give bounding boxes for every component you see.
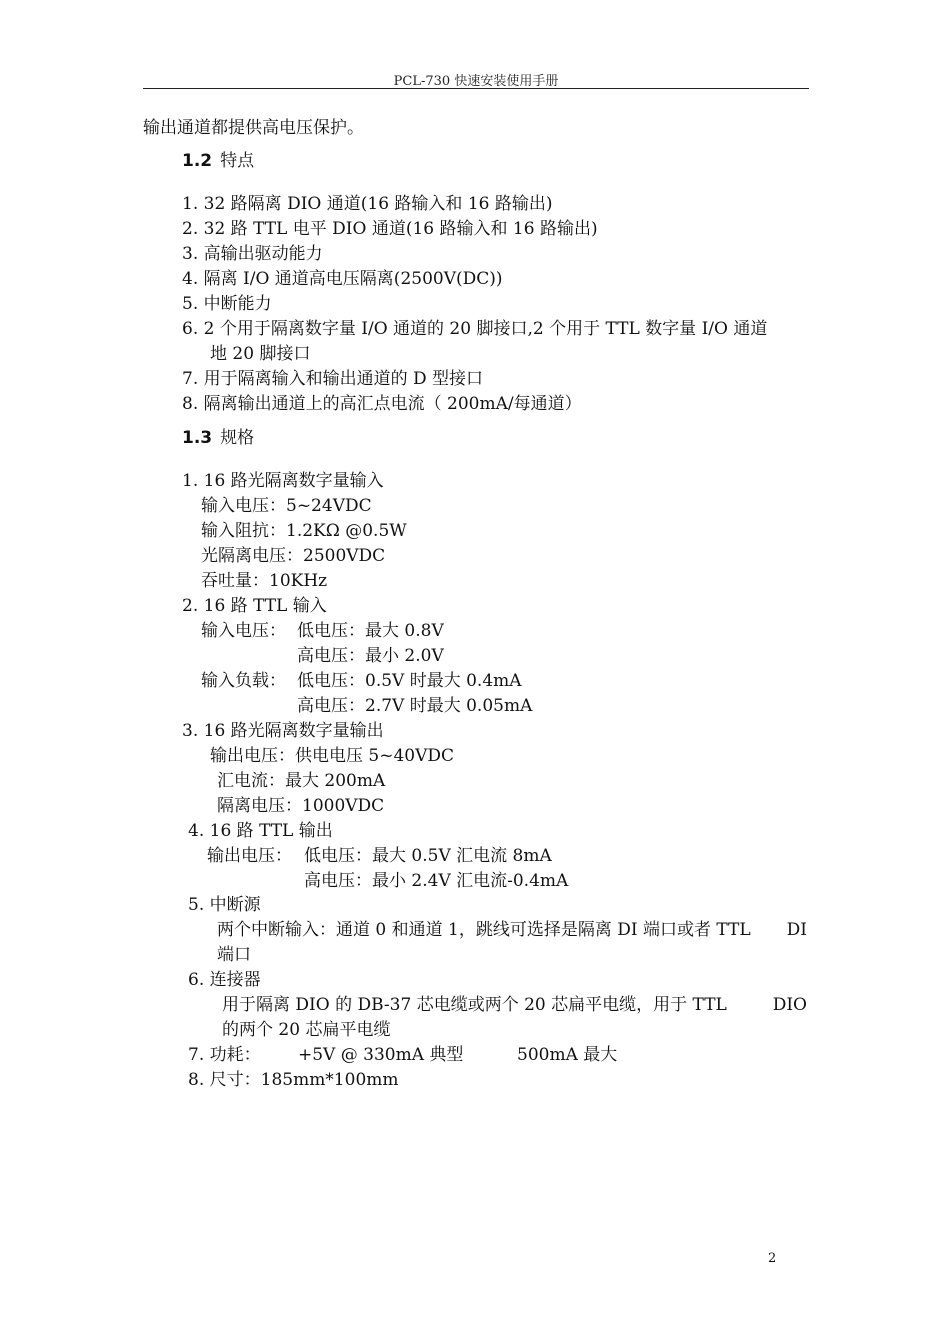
feature-item: 4. 隔离 I/O 通道高电压隔离(2500V(DC)): [182, 269, 503, 289]
spec-line: 汇电流：最大 200mA: [217, 771, 386, 791]
spec-line: 吞吐量：10KHz: [201, 571, 328, 591]
feature-item: 3. 高输出驱动能力: [182, 244, 323, 264]
spec-line: 光隔离电压：2500VDC: [201, 546, 386, 566]
running-header: PCL-730 快速安装使用手册: [393, 74, 559, 89]
feature-item: 8. 隔离输出通道上的高汇点电流（ 200mA/每通道）: [182, 394, 582, 414]
spec-text: 两个中断输入：通道 0 和通道 1，跳线可选择是隔离 DI 端口或者 TTL: [217, 920, 751, 940]
spec-text: 端口: [217, 945, 251, 965]
spec-title: 1. 16 路光隔离数字量输入: [182, 471, 384, 491]
section-number: 1.2: [182, 151, 213, 171]
spec-line: 隔离电压：1000VDC: [217, 796, 385, 816]
spec-value: 高电压：最小 2.4V 汇电流-0.4mA: [304, 871, 569, 891]
section-heading-features: [182, 151, 254, 171]
header-rule: [143, 88, 809, 89]
spec-paragraph-line: [222, 995, 807, 1015]
spec-line: 输入阻抗：1.2KΩ @0.5W: [201, 521, 407, 541]
spec-text: 的两个 20 芯扁平电缆: [222, 1020, 391, 1040]
spec-label: 输出电压：: [207, 846, 292, 866]
feature-item-continuation: 地 20 脚接口: [210, 344, 311, 364]
spec-value: 高电压：最小 2.0V: [297, 646, 444, 666]
spec-value: 低电压：最大 0.5V 汇电流 8mA: [304, 846, 552, 866]
intro-text: 输出通道都提供高电压保护。: [143, 118, 364, 138]
spec-value: 低电压：0.5V 时最大 0.4mA: [297, 671, 522, 691]
spec-line: 输入电压：5~24VDC: [201, 496, 372, 516]
section-heading-specs: [182, 428, 254, 448]
spec-title: 8. 尺寸：185mm*100mm: [188, 1070, 399, 1090]
section-title: 规格: [220, 428, 255, 448]
spec-value: 500mA 最大: [517, 1045, 618, 1065]
feature-item: 5. 中断能力: [182, 294, 272, 314]
spec-title: 6. 连接器: [188, 970, 261, 990]
spec-title: 4. 16 路 TTL 输出: [188, 821, 333, 841]
feature-item: 7. 用于隔离输入和输出通道的 D 型接口: [182, 369, 484, 389]
spec-label: 输入负载：: [201, 671, 286, 691]
feature-item: 1. 32 路隔离 DIO 通道(16 路输入和 16 路输出): [182, 194, 553, 214]
section-number: 1.3: [182, 428, 213, 448]
spec-value: 低电压：最大 0.8V: [297, 621, 444, 641]
spec-label: 输入电压：: [201, 621, 286, 641]
feature-item: 2. 32 路 TTL 电平 DIO 通道(16 路输入和 16 路输出): [182, 219, 598, 239]
spec-paragraph-line: [217, 920, 807, 940]
spec-value: 高电压：2.7V 时最大 0.05mA: [297, 696, 533, 716]
spec-title: 2. 16 路 TTL 输入: [182, 596, 327, 616]
spec-title: 5. 中断源: [188, 895, 261, 915]
spec-title: 7. 功耗：: [188, 1045, 261, 1065]
spec-line: 输出电压：供电电压 5~40VDC: [210, 746, 455, 766]
spec-text: 用于隔离 DIO 的 DB-37 芯电缆或两个 20 芯扁平电缆，用于 TTL: [222, 995, 727, 1015]
spec-value: +5V @ 330mA 典型: [298, 1045, 464, 1065]
section-title: 特点: [220, 151, 255, 171]
feature-item: 6. 2 个用于隔离数字量 I/O 通道的 20 脚接口,2 个用于 TTL 数字量 I/O 通道: [182, 319, 768, 339]
spec-title: 3. 16 路光隔离数字量输出: [182, 721, 384, 741]
spec-text: DIO: [772, 995, 807, 1015]
page-number: 2: [768, 1251, 777, 1266]
spec-text: DI: [786, 920, 807, 940]
